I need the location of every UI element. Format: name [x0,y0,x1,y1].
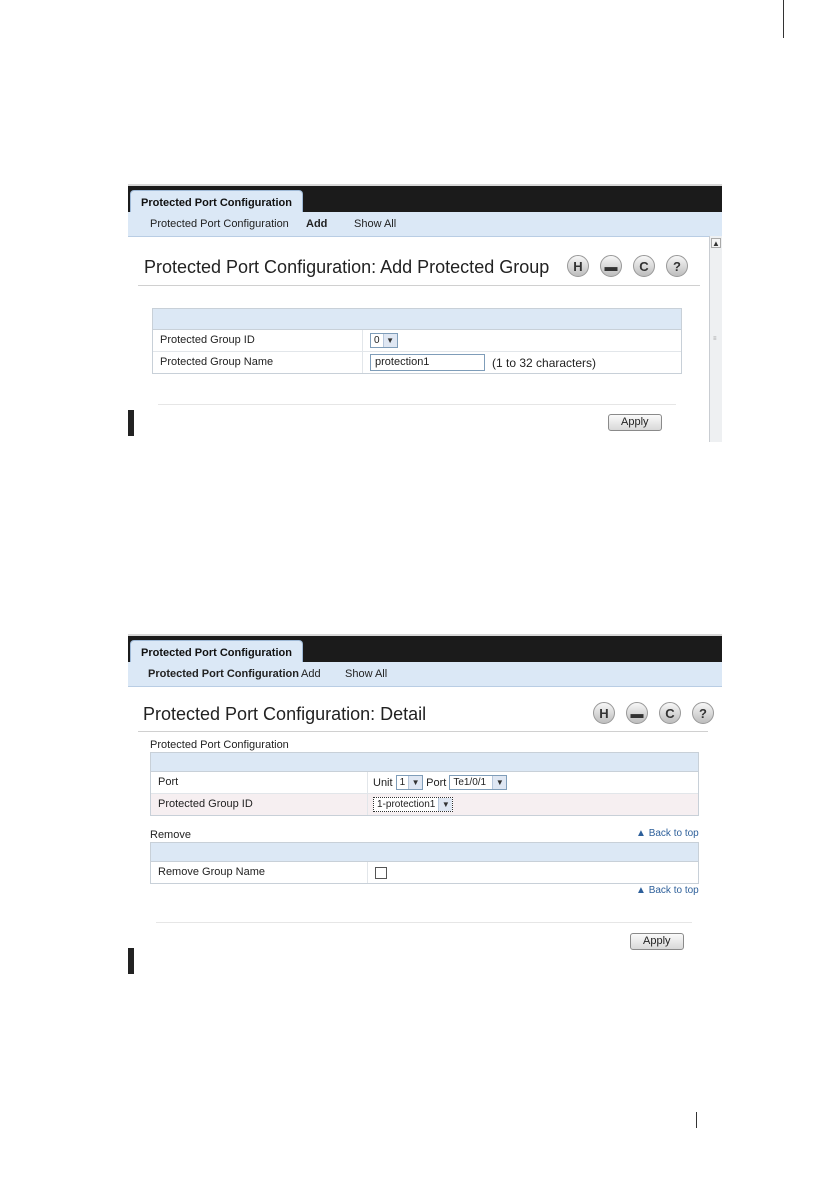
chevron-down-icon: ▼ [408,776,422,789]
remove-group-name-label: Remove Group Name [158,866,265,878]
chevron-down-icon: ▼ [438,798,452,811]
unit-label: Unit [373,776,393,789]
sub-navigation [128,212,722,237]
panel-header [151,843,698,862]
protected-group-id-label: Protected Group ID [158,798,253,810]
title-divider [138,731,708,732]
group-name-hint: (1 to 32 characters) [492,355,597,370]
protected-group-id-label: Protected Group ID [160,334,255,346]
tab-bar [128,634,722,664]
protected-group-name-input[interactable]: protection1 [370,354,485,371]
save-icon[interactable]: H [567,255,589,277]
port-select[interactable]: Te1/0/1 ▼ [449,775,507,790]
protected-group-name-label: Protected Group Name [160,356,274,368]
remove-group-name-checkbox[interactable] [375,867,387,879]
column-divider [367,794,368,815]
print-icon[interactable]: ▬ [626,702,648,724]
back-to-top-link[interactable]: ▲ Back to top [636,885,699,896]
help-icon[interactable]: ? [666,255,688,277]
section-title: Protected Port Configuration [150,739,289,751]
page-margin-line [696,1112,697,1128]
remove-section-title: Remove [150,829,191,841]
port-inline-label: Port [426,776,447,789]
apply-button[interactable]: Apply [608,414,662,431]
remove-panel [150,842,699,884]
help-icon[interactable]: ? [692,702,714,724]
scroll-grip-icon: ≡ [713,336,717,342]
tab-protected-port-configuration[interactable]: Protected Port Configuration [130,190,303,217]
nav-protected-port-configuration[interactable]: Protected Port Configuration [148,668,299,680]
nav-add[interactable]: Add [306,218,328,230]
nav-add[interactable]: Add [301,668,321,680]
footer-divider [158,404,676,405]
nav-protected-port-configuration[interactable]: Protected Port Configuration [150,218,289,230]
refresh-icon[interactable]: C [633,255,655,277]
column-divider [367,772,368,793]
sub-navigation [128,662,722,687]
page-margin-line [783,0,784,38]
chevron-down-icon: ▼ [383,334,397,347]
toolbar-icons [567,255,688,277]
tab-protected-port-configuration[interactable]: Protected Port Configuration [130,640,303,667]
table-row [151,772,698,794]
table-row [151,794,698,815]
tab-bar [128,184,722,214]
protected-port-detail-window [128,634,722,1002]
port-label: Port [158,776,179,788]
back-to-top-link[interactable]: ▲ Back to top [636,828,699,839]
column-divider [362,352,363,373]
scroll-up-icon[interactable]: ▲ [712,239,720,248]
save-icon[interactable]: H [593,702,615,724]
frame-edge-marker [128,948,134,974]
add-group-panel [152,308,682,374]
panel-header [151,753,698,772]
table-row [153,330,681,352]
footer-divider [156,922,692,923]
toolbar-icons [593,702,714,724]
refresh-icon[interactable]: C [659,702,681,724]
protected-group-id-select[interactable]: 0 ▼ [370,333,398,348]
title-divider [138,285,700,286]
vertical-scrollbar[interactable] [709,236,722,442]
page-title: Protected Port Configuration: Detail [143,704,427,724]
print-icon[interactable]: ▬ [600,255,622,277]
table-row [153,352,681,373]
add-protected-group-window [128,184,722,442]
column-divider [367,862,368,883]
nav-show-all[interactable]: Show All [345,668,388,680]
page-title: Protected Port Configuration: Add Protected Group [144,257,550,277]
unit-select[interactable]: 1 ▼ [396,775,424,790]
frame-edge-marker [128,410,134,436]
apply-button[interactable]: Apply [630,933,684,950]
protected-group-id-select[interactable]: 1-protection1 ▼ [373,797,453,812]
port-config-panel [150,752,699,816]
nav-show-all[interactable]: Show All [354,218,397,230]
column-divider [362,330,363,351]
table-row [151,862,698,883]
panel-header [153,309,681,330]
chevron-down-icon: ▼ [492,776,506,789]
